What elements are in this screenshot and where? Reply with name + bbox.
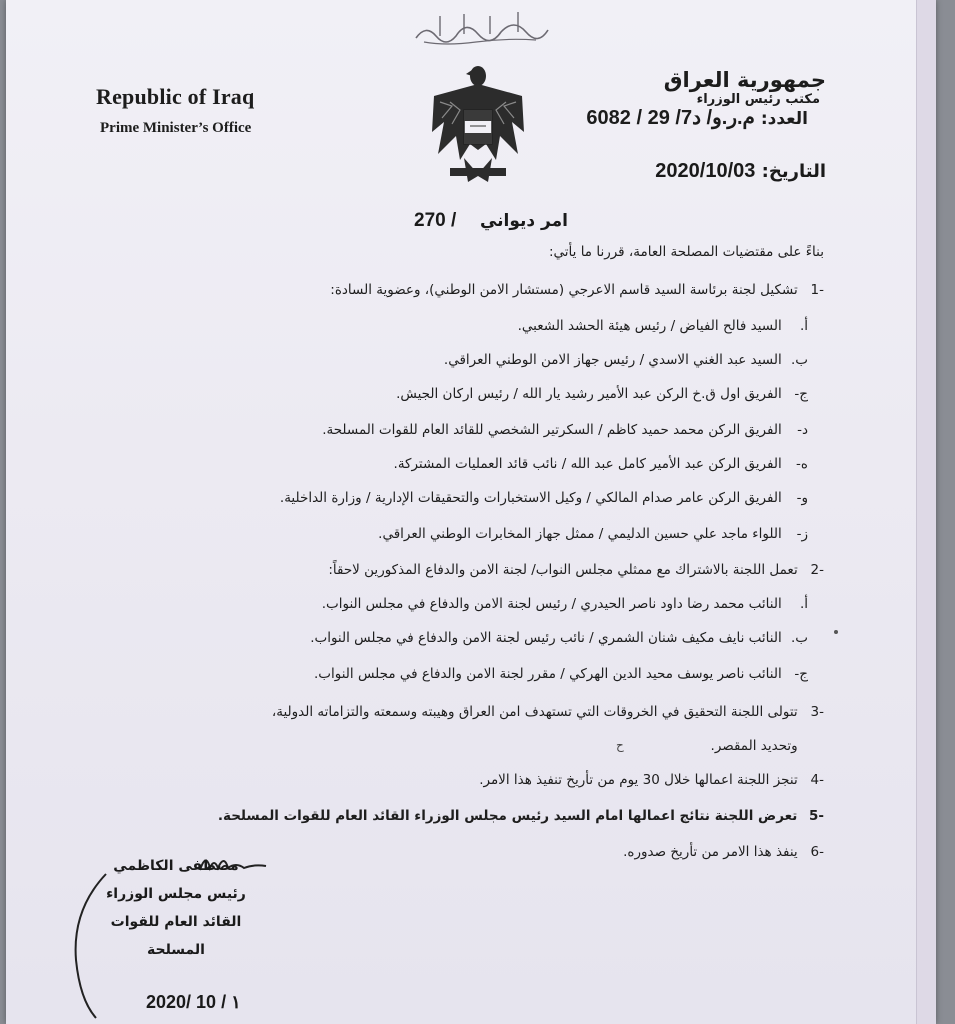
list-item — [124, 808, 824, 824]
basmala-calligraphy — [406, 6, 556, 50]
list-item — [108, 422, 808, 438]
list-item — [124, 738, 824, 754]
date-label: التاريخ: — [761, 161, 826, 182]
list-item — [108, 630, 808, 646]
arabic-subtitle: مكتب رئيس الوزراء — [696, 92, 820, 107]
item-number: -2 — [810, 562, 824, 578]
item-number: ج- — [794, 386, 808, 402]
item-number: ج- — [794, 666, 808, 682]
item-text: النائب نايف مكيف شنان الشمري / نائب رئيس لجنة الامن والدفاع في مجلس النواب. — [310, 630, 782, 646]
document-date — [655, 160, 826, 183]
signatory-title-2: القائد العام للقوات المسلحة — [110, 914, 242, 958]
reference-number-value: م.ر.و/ د7/ 29 / 6082 — [586, 107, 755, 129]
item-text: تعرض اللجنة نتائج اعمالها امام السيد رئيس مجلس الوزراء القائد العام للقوات المسلحة. — [217, 808, 798, 824]
item-text: النائب ناصر يوسف محيد الدين الهركي / مقرر لجنة الامن والدفاع في مجلس النواب. — [313, 666, 782, 682]
item-text: تنجز اللجنة اعمالها خلال 30 يوم من تأريخ تنفيذ هذا الامر. — [479, 772, 798, 788]
english-header — [96, 84, 336, 137]
list-item — [108, 456, 808, 472]
signatory-title-1: رئيس مجلس الوزراء — [106, 886, 246, 902]
reference-number-label: العدد: — [760, 109, 808, 129]
signature-date: 2020/ 10 / ١ — [146, 992, 241, 1012]
order-title-text: امر ديواني — [479, 211, 568, 231]
item-text: السيد فالح الفياض / رئيس هيئة الحشد الشعبي. — [517, 318, 782, 334]
item-number: ه- — [796, 456, 808, 472]
order-number: / 270 — [414, 210, 457, 231]
item-number: ب. — [790, 630, 808, 646]
item-number: -3 — [810, 704, 824, 720]
list-item — [124, 704, 824, 720]
english-subtitle: Prime Minister’s Office — [100, 120, 252, 136]
date-value: 2020/10/03 — [655, 160, 756, 182]
item-text: الفريق اول ق.خ الركن عبد الأمير رشيد يار الله / رئيس اركان الجيش. — [396, 386, 782, 402]
item-text: الفريق الركن محمد حميد كاظم / السكرتير الشخصي للقائد العام للقوات المسلحة. — [322, 422, 782, 438]
signature-block — [96, 852, 256, 964]
item-text: تشكيل لجنة برئاسة السيد قاسم الاعرجي (مستشار الامن الوطني)، وعضوية السادة: — [330, 282, 798, 298]
list-item — [108, 666, 808, 682]
item-number: -4 — [810, 772, 824, 788]
item-number: أ. — [799, 318, 808, 334]
english-title: Republic of Iraq — [96, 84, 255, 109]
list-item — [108, 596, 808, 612]
reference-number — [496, 107, 808, 130]
list-item — [108, 386, 808, 402]
item-text: السيد عبد الغني الاسدي / رئيس جهاز الامن الوطني العراقي. — [443, 352, 782, 368]
item-text: تتولى اللجنة التحقيق في الخروقات التي تستهدف امن العراق وهيبته وسمعته والتزاماته الدولية، — [271, 704, 798, 720]
list-item — [108, 526, 808, 542]
signatory-name: مصطفى الكاظمي — [113, 858, 239, 874]
margin-mark: ح — [616, 738, 624, 752]
arabic-title: جمهورية العراق — [663, 68, 826, 92]
item-number: و- — [796, 490, 808, 506]
list-item — [108, 318, 808, 334]
order-intro: بناءً على مقتضيات المصلحة العامة، قررنا ما يأتي: — [548, 244, 824, 260]
arabic-header — [496, 68, 826, 130]
item-text: تعمل اللجنة بالاشتراك مع ممثلي مجلس النواب/ لجنة الامن والدفاع المذكورين لاحقاً: — [328, 562, 798, 578]
item-text: ينفذ هذا الامر من تأريخ صدوره. — [623, 844, 798, 860]
item-number: د- — [797, 422, 808, 438]
page-edge — [916, 0, 936, 1024]
item-number: ز- — [796, 526, 808, 542]
list-item — [124, 282, 824, 298]
item-text: النائب محمد رضا داود ناصر الحيدري / رئيس لجنة الامن والدفاع في مجلس النواب. — [321, 596, 782, 612]
item-number: -6 — [810, 844, 824, 860]
item-number: ب. — [790, 352, 808, 368]
item-text: وتحديد المقصر. — [710, 738, 798, 754]
list-item — [124, 562, 824, 578]
item-number: -5 — [808, 808, 824, 824]
item-text: الفريق الركن عبد الأمير كامل عبد الله / نائب قائد العمليات المشتركة. — [393, 456, 782, 472]
ink-dot — [834, 630, 838, 634]
list-item — [124, 772, 824, 788]
item-text: الفريق الركن عامر صدام المالكي / وكيل الاستخبارات والتحقيقات الإدارية / وزارة الداخلية. — [279, 490, 782, 506]
order-title — [386, 210, 596, 232]
document-page — [6, 0, 936, 1024]
item-text: اللواء ماجد علي حسين الدليمي / ممثل جهاز المخابرات الوطني العراقي. — [378, 526, 782, 542]
item-number: أ. — [799, 596, 808, 612]
item-number: -1 — [810, 282, 824, 298]
list-item — [108, 490, 808, 506]
list-item — [108, 352, 808, 368]
